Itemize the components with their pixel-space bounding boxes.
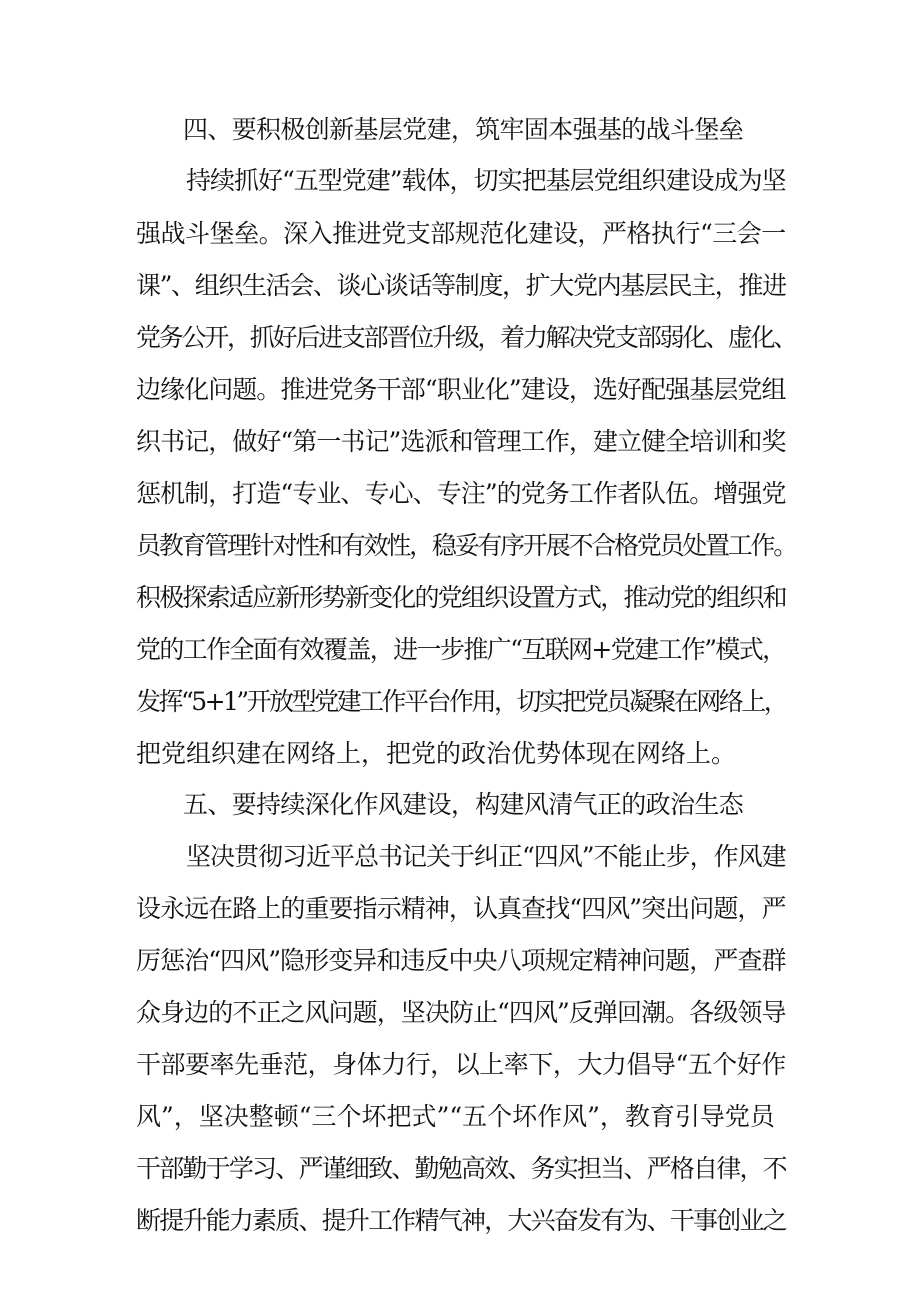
paragraph-line: 把党组织建在网络上，把党的政治优势体现在网络上。 — [136, 739, 737, 768]
paragraph-line: 干部要率先垂范，身体力行，以上率下，大力倡导“五个好作 — [136, 1050, 786, 1079]
paragraph-line: 党务公开，抓好后进支部晋位升级，着力解决党支部弱化、虚化、 — [136, 323, 797, 352]
section-heading: 五、要持续深化作风建设，构建风清气正的政治生态 — [183, 790, 744, 819]
paragraph-line: 持续抓好“五型党建”载体，切实把基层党组织建设成为坚 — [186, 166, 786, 195]
paragraph-line: 设永远在路上的重要指示精神，认真查找“四风”突出问题，严 — [136, 894, 786, 923]
paragraph-line: 厉惩治“四风”隐形变异和违反中央八项规定精神问题，严查群 — [136, 946, 786, 975]
paragraph-line: 积极探索适应新形势新变化的党组织设置方式，推动党的组织和 — [136, 583, 786, 612]
paragraph-line: 发挥“5+1”开放型党建工作平台作用，切实把党员凝聚在网络上， — [136, 687, 787, 716]
paragraph-line: 课”、组织生活会、谈心谈话等制度，扩大党内基层民主，推进 — [136, 271, 786, 300]
paragraph-line: 边缘化问题。推进党务干部“职业化”建设，选好配强基层党组 — [136, 375, 786, 404]
paragraph-line: 惩机制，打造“专业、专心、专注”的党务工作者队伍。增强党 — [136, 479, 786, 508]
paragraph-line: 众身边的不正之风问题，坚决防止“四风”反弹回潮。各级领导 — [136, 998, 786, 1027]
paragraph-line: 风”，坚决整顿“三个坏把式”“五个坏作风”，教育引导党员 — [136, 1102, 775, 1131]
paragraph-line: 员教育管理针对性和有效性，稳妥有序开展不合格党员处置工作。 — [136, 531, 797, 560]
paragraph-line: 党的工作全面有效覆盖，进一步推广“互联网+党建工作”模式， — [136, 635, 786, 664]
paragraph-line: 织书记，做好“第一书记”选派和管理工作，建立健全培训和奖 — [136, 427, 786, 456]
paragraph-line: 强战斗堡垒。深入推进党支部规范化建设，严格执行“三会一 — [136, 219, 786, 248]
paragraph-line: 断提升能力素质、提升工作精气神，大兴奋发有为、干事创业之 — [136, 1206, 786, 1235]
paragraph-line: 干部勤于学习、严谨细致、勤勉高效、务实担当、严格自律，不 — [136, 1154, 786, 1183]
section-heading: 四、要积极创新基层党建，筑牢固本强基的战斗堡垒 — [183, 115, 744, 144]
paragraph-line: 坚决贯彻习近平总书记关于纠正“四风”不能止步，作风建 — [186, 842, 786, 871]
